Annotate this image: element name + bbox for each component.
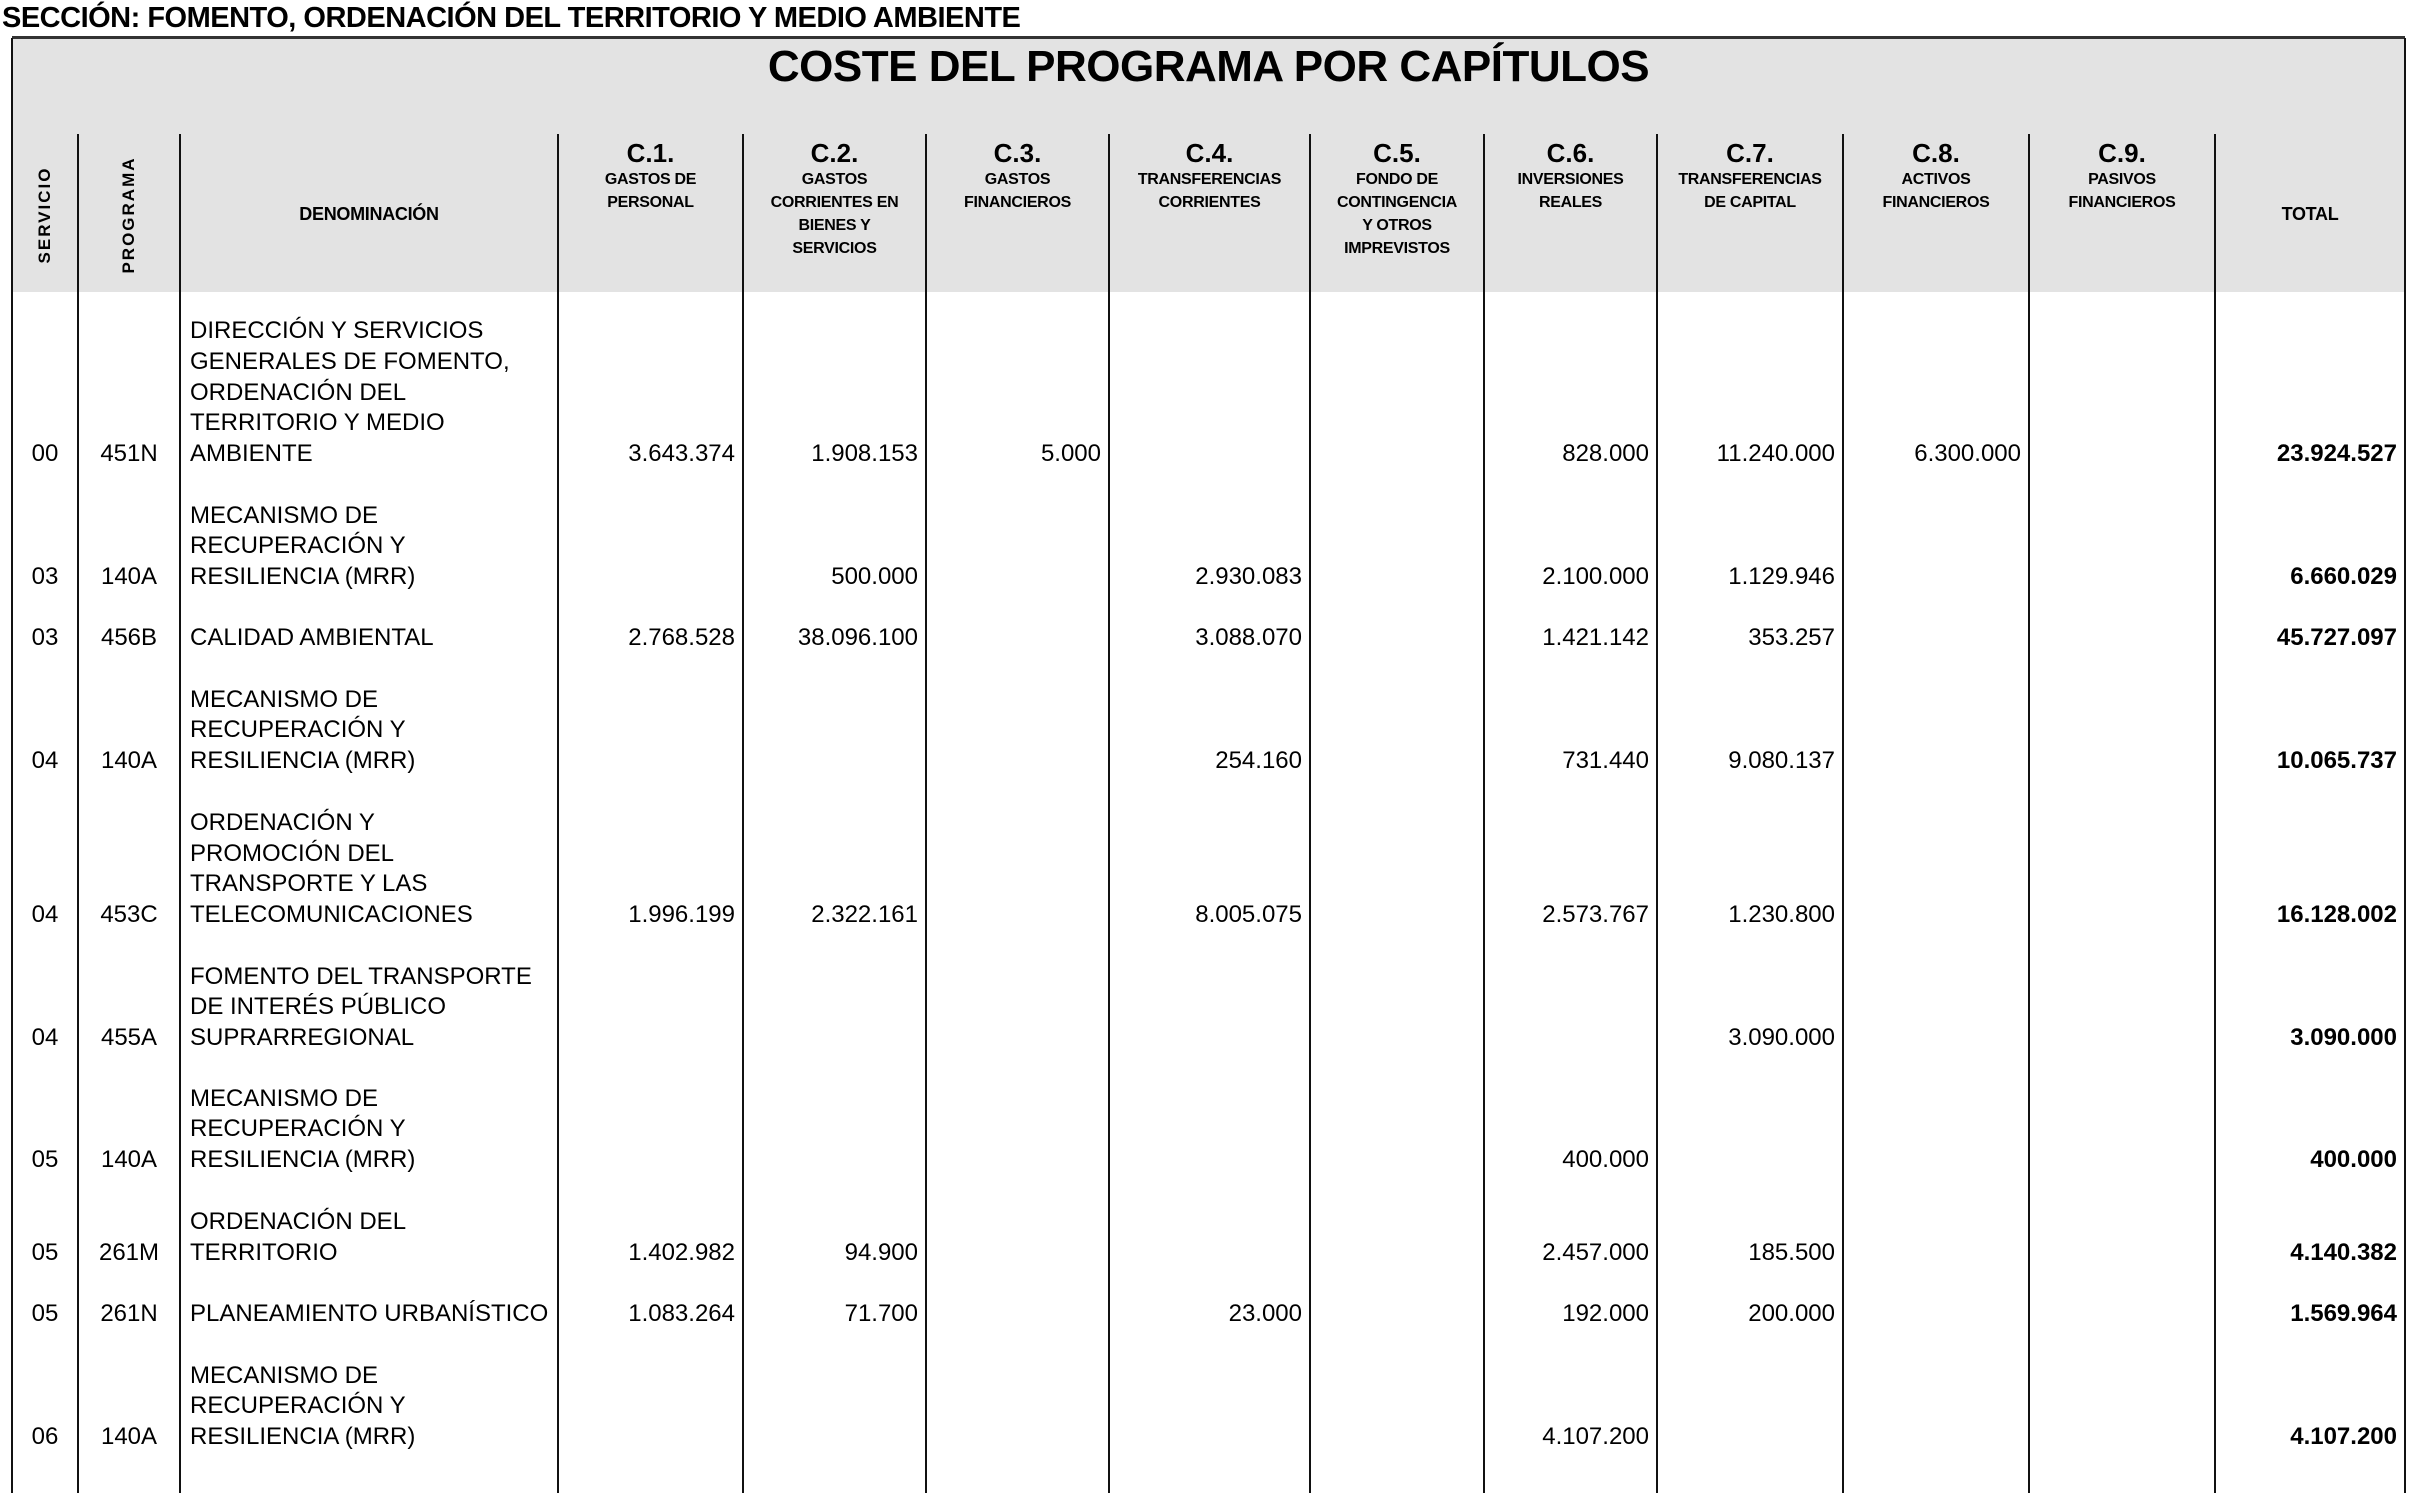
header-total-label: TOTAL [2281,204,2339,224]
cell-total: 45.727.097 [2276,624,2397,651]
cell-chapter-6: 4.107.200 [1542,1423,1649,1450]
cell-total: 4.140.382 [2290,1239,2397,1266]
cell-chapter-6: 1.421.142 [1542,624,1649,651]
cell-total: 6.660.029 [2290,563,2397,590]
chapter-label-line: GASTOS [984,171,1051,188]
cell-chapter-7: 1.129.946 [1728,563,1835,590]
chapter-label-line: CORRIENTES EN [770,194,899,211]
header-denominacion-label: DENOMINACIÓN [299,204,439,224]
chapter-code: C.6. [1546,138,1595,168]
chapter-code: C.4. [1185,138,1234,168]
cell-chapter-7: 185.500 [1748,1239,1835,1266]
cell-programa: 261N [100,1300,158,1327]
header-chapter-8 [1843,134,2029,292]
cell-programa: 456B [100,624,158,651]
cell-servicio: 04 [31,1024,59,1051]
cell-chapter-7: 9.080.137 [1728,747,1835,774]
column-divider [1483,134,1485,1493]
cell-servicio: 00 [31,440,59,467]
chapter-label-line: PASIVOS [2088,171,2156,188]
cell-chapter-4: 8.005.075 [1195,901,1302,928]
chapter-code: C.2. [810,138,859,168]
cell-chapter-4: 2.930.083 [1195,563,1302,590]
header-chapter-7 [1657,134,1843,292]
chapter-label-line: Y OTROS [1362,217,1432,234]
cell-chapter-4: 3.088.070 [1195,624,1302,651]
cell-total: 400.000 [2310,1146,2397,1173]
cell-total: 1.569.964 [2290,1300,2397,1327]
cell-chapter-6: 828.000 [1562,440,1649,467]
header-denominacion [180,134,558,292]
cell-servicio: 05 [31,1239,59,1266]
chapter-label-line: ACTIVOS [1901,171,1971,188]
cell-chapter-7: 1.230.800 [1728,901,1835,928]
cell-chapter-7: 11.240.000 [1716,440,1835,467]
cell-chapter-2: 2.322.161 [811,901,918,928]
cell-chapter-4: 254.160 [1215,747,1302,774]
chapter-label-line: REALES [1538,194,1603,211]
cell-programa: 261M [98,1239,160,1266]
cell-chapter-1: 1.996.199 [628,901,735,928]
cell-chapter-2: 1.908.153 [811,440,918,467]
cell-chapter-6: 731.440 [1562,747,1649,774]
chapter-code: C.9. [2098,138,2146,168]
cell-denominacion: ORDENACIÓN Y PROMOCIÓN DEL TRANSPORTE Y LAS TELECOMUNICACIONES [190,808,473,928]
cell-chapter-6: 2.457.000 [1542,1239,1649,1266]
header-chapter-5 [1310,134,1484,292]
chapter-label-line: FINANCIEROS [964,194,1071,211]
header-total [2215,134,2405,292]
cell-servicio: 04 [31,901,59,928]
cell-chapter-6: 400.000 [1562,1146,1649,1173]
header-servicio: SERVICIO [35,166,54,264]
cell-denominacion: DIRECCIÓN Y SERVICIOS GENERALES DE FOMENTO, ORDENACIÓN DEL TERRITORIO Y MEDIO AMBIENTE [190,317,510,467]
cell-chapter-8: 6.300.000 [1914,440,2021,467]
cell-chapter-1: 2.768.528 [628,624,735,651]
column-divider [2214,134,2216,1493]
column-divider [1656,134,1658,1493]
header-programa: PROGRAMA [119,156,138,274]
cell-denominacion: CALIDAD AMBIENTAL [190,624,434,651]
cell-programa: 140A [100,1146,158,1173]
cell-servicio: 03 [31,624,59,651]
cell-chapter-1: 1.083.264 [628,1300,735,1327]
header-chapter-2 [743,134,926,292]
chapter-label-line: TRANSFERENCIAS [1678,171,1822,188]
cell-chapter-2: 94.900 [844,1239,918,1266]
cell-programa: 451N [100,440,158,467]
column-divider [557,134,559,1493]
cell-total: 16.128.002 [2276,901,2397,928]
chapter-label-line: IMPREVISTOS [1344,240,1450,257]
cell-programa: 140A [100,563,158,590]
column-divider [2028,134,2030,1493]
chapter-label-line: TRANSFERENCIAS [1137,171,1282,188]
cell-programa: 140A [100,1423,158,1450]
cell-chapter-1: 3.643.374 [628,440,735,467]
column-divider [1842,134,1844,1493]
cell-servicio: 05 [31,1146,59,1173]
chapter-code: C.1. [626,138,675,168]
cell-programa: 455A [100,1024,158,1051]
cell-servicio: 06 [31,1423,59,1450]
cell-total: 10.065.737 [2276,747,2397,774]
chapter-label-line: CONTINGENCIA [1337,194,1457,211]
column-divider [925,134,927,1493]
cell-chapter-7: 3.090.000 [1728,1024,1835,1051]
header-chapter-9 [2029,134,2215,292]
cell-chapter-2: 38.096.100 [797,624,918,651]
cell-denominacion: MECANISMO DE RECUPERACIÓN Y RESILIENCIA (MRR) [190,685,416,774]
cell-denominacion: MECANISMO DE RECUPERACIÓN Y RESILIENCIA (MRR) [190,501,416,590]
cell-chapter-2: 500.000 [831,563,918,590]
header-chapter-6 [1484,134,1657,292]
chapter-label-line: FINANCIEROS [2068,194,2176,211]
header-chapter-1 [558,134,743,292]
cell-chapter-6: 192.000 [1562,1300,1649,1327]
cell-total: 3.090.000 [2290,1024,2397,1051]
cell-programa: 140A [100,747,158,774]
cell-total: 23.924.527 [2276,440,2397,467]
cell-servicio: 03 [31,563,59,590]
column-divider [1108,134,1110,1493]
column-divider [179,134,181,1493]
cell-chapter-7: 200.000 [1748,1300,1835,1327]
cell-denominacion: ORDENACIÓN DEL TERRITORIO [190,1208,407,1266]
chapter-label-line: FINANCIEROS [1882,194,1990,211]
chapter-label-line: DE CAPITAL [1704,194,1796,211]
chapter-label-line: FONDO DE [1355,171,1439,188]
chapter-code: C.5. [1373,138,1421,168]
cell-chapter-6: 2.573.767 [1542,901,1649,928]
cell-servicio: 04 [31,747,59,774]
chapter-label-line: CORRIENTES [1158,194,1261,211]
header-chapter-4 [1109,134,1310,292]
cell-chapter-7: 353.257 [1748,624,1835,651]
chapter-label-line: BIENES Y [798,217,871,234]
cell-denominacion: MECANISMO DE RECUPERACIÓN Y RESILIENCIA (MRR) [190,1361,416,1450]
chapter-label-line: SERVICIOS [792,240,877,257]
chapter-code: C.3. [993,138,1042,168]
cell-chapter-4: 23.000 [1228,1300,1302,1327]
chapter-code: C.8. [1912,138,1960,168]
cell-denominacion: PLANEAMIENTO URBANÍSTICO [190,1300,549,1327]
chapter-label-line: GASTOS [801,171,868,188]
chapter-label-line: INVERSIONES [1517,171,1624,188]
cell-programa: 453C [100,901,158,928]
cell-total: 4.107.200 [2290,1423,2397,1450]
column-divider [77,134,79,1493]
cell-denominacion: MECANISMO DE RECUPERACIÓN Y RESILIENCIA (MRR) [190,1084,416,1173]
chapter-label-line: GASTOS DE [604,171,697,188]
cell-chapter-1: 1.402.982 [628,1239,735,1266]
table-top-border [12,36,2405,39]
section-title: SECCIÓN: FOMENTO, ORDENACIÓN DEL TERRITORIO Y MEDIO AMBIENTE [2,2,1021,34]
chapter-label-line: PERSONAL [607,194,694,211]
column-divider [742,134,744,1493]
cell-chapter-3: 5.000 [1040,440,1101,467]
chapter-code: C.7. [1726,138,1774,168]
header-chapter-3 [926,134,1109,292]
table-title: COSTE DEL PROGRAMA POR CAPÍTULOS [767,42,1650,91]
cell-servicio: 05 [31,1300,59,1327]
cell-chapter-2: 71.700 [844,1300,918,1327]
column-divider [1309,134,1311,1493]
cell-chapter-6: 2.100.000 [1542,563,1649,590]
cell-denominacion: FOMENTO DEL TRANSPORTE DE INTERÉS PÚBLICO SUPRARREGIONAL [190,962,532,1051]
